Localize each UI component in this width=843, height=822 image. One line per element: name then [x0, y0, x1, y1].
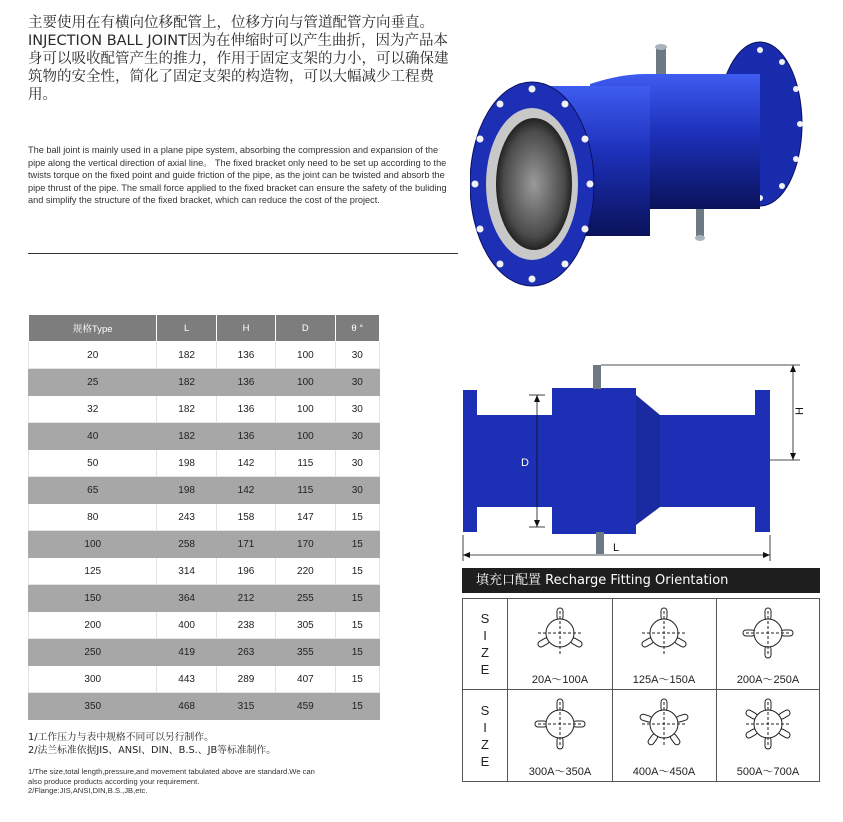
fitting-size-range: 400A～450A	[632, 766, 696, 778]
fitting-cell	[612, 599, 717, 689]
fitting-size-range: 300A～350A	[528, 766, 592, 778]
table-cell: 220	[276, 558, 335, 585]
l-label: L	[613, 542, 620, 554]
fitting-orientation-grid	[462, 598, 820, 782]
table-cell: 170	[276, 531, 335, 558]
dimension-drawing	[455, 355, 835, 570]
table-cell: 255	[276, 585, 335, 612]
table-cell: 80	[29, 504, 157, 531]
table-cell: 459	[276, 693, 335, 720]
table-cell: 142	[216, 450, 275, 477]
fitting-cell	[508, 690, 613, 781]
table-row	[29, 693, 380, 720]
col-l: L	[157, 315, 216, 342]
note-zh-2: 2/法兰标准依据JIS、ANSI、DIN、B.S.、JB等标准制作。	[28, 745, 276, 756]
table-cell: 100	[29, 531, 157, 558]
table-cell: 263	[216, 639, 275, 666]
table-cell: 100	[276, 423, 335, 450]
table-cell: 136	[216, 342, 275, 369]
chinese-notes	[28, 731, 276, 757]
fitting-orientation-header: 填充口配置 Recharge Fitting Orientation	[462, 568, 820, 593]
size-label-row1: S I Z E	[463, 599, 508, 689]
table-cell: 100	[276, 369, 335, 396]
note-en-1: 1/The size,total length,pressure,and movement tabulated above are standard.We can also produce products according your requirement.	[28, 767, 315, 786]
d-label: D	[521, 457, 529, 469]
table-cell: 407	[276, 666, 335, 693]
table-cell: 100	[276, 342, 335, 369]
divider-line	[28, 253, 458, 254]
spec-table-body	[29, 342, 380, 720]
table-cell: 136	[216, 369, 275, 396]
table-cell: 100	[276, 396, 335, 423]
table-cell: 65	[29, 477, 157, 504]
table-cell: 182	[157, 342, 216, 369]
table-cell: 15	[335, 612, 379, 639]
fitting-size-range: 125A～150A	[632, 674, 696, 686]
table-cell: 15	[335, 693, 379, 720]
table-cell: 258	[157, 531, 216, 558]
english-notes	[28, 767, 328, 796]
table-row	[29, 504, 380, 531]
table-cell: 150	[29, 585, 157, 612]
table-cell: 30	[335, 396, 379, 423]
english-intro-text: The ball joint is mainly used in a plane pipe system, absorbing the compression and expansion of the pipe along the vertical direction of axial line。 The fixed bracket only need to be set up according to the twists torque on the fixed point and guide friction of the pipe, as the joint can be twisted and absorb the pipe thrust of the pipe. The small force applied to the fixed bracket can ensure the safety of the buliding and simplify the structure of the fixed bracket, which can reduce the cost of the project.	[28, 145, 447, 206]
table-cell: 238	[216, 612, 275, 639]
table-cell: 243	[157, 504, 216, 531]
table-cell: 400	[157, 612, 216, 639]
col-type: 规格Type	[29, 315, 157, 342]
table-cell: 182	[157, 396, 216, 423]
fitting-orientation-icon	[634, 603, 694, 663]
table-cell: 305	[276, 612, 335, 639]
table-cell: 30	[335, 450, 379, 477]
table-cell: 147	[276, 504, 335, 531]
table-cell: 15	[335, 666, 379, 693]
table-cell: 30	[335, 423, 379, 450]
table-cell: 30	[335, 477, 379, 504]
table-row	[29, 477, 380, 504]
fitting-size-range: 20A～100A	[531, 674, 589, 686]
table-cell: 115	[276, 450, 335, 477]
fitting-orientation-icon	[530, 694, 590, 754]
table-cell: 25	[29, 369, 157, 396]
table-cell: 468	[157, 693, 216, 720]
table-cell: 32	[29, 396, 157, 423]
table-cell: 125	[29, 558, 157, 585]
ball-joint-product-image	[470, 34, 820, 294]
h-label: H	[794, 407, 806, 415]
table-cell: 30	[335, 369, 379, 396]
table-cell: 40	[29, 423, 157, 450]
table-row	[29, 369, 380, 396]
table-cell: 300	[29, 666, 157, 693]
size-label-row2: S I Z E	[463, 690, 508, 781]
table-cell: 115	[276, 477, 335, 504]
table-cell: 355	[276, 639, 335, 666]
fitting-cell	[612, 690, 717, 781]
table-cell: 198	[157, 450, 216, 477]
spec-table	[28, 314, 380, 720]
table-row	[29, 423, 380, 450]
table-cell: 182	[157, 423, 216, 450]
table-cell: 350	[29, 693, 157, 720]
note-en-2: 2/Flange:JIS,ANSI,DIN,B.S.,JB,etc.	[28, 786, 148, 796]
table-row	[29, 585, 380, 612]
table-cell: 15	[335, 531, 379, 558]
fitting-cell	[716, 690, 820, 781]
table-cell: 136	[216, 423, 275, 450]
table-cell: 315	[216, 693, 275, 720]
fitting-cell	[508, 599, 613, 689]
table-row	[29, 531, 380, 558]
table-row	[29, 612, 380, 639]
table-cell: 198	[157, 477, 216, 504]
col-h: H	[216, 315, 275, 342]
table-cell: 182	[157, 369, 216, 396]
table-cell: 15	[335, 504, 379, 531]
table-cell: 50	[29, 450, 157, 477]
table-row	[29, 666, 380, 693]
chinese-intro-text: 主要使用在有横向位移配管上，位移方向与管道配管方向垂直。INJECTION BALL JOINT因为在伸缩时可以产生曲折，因为产品本身可以吸收配管产生的推力，作用于固定支架的力小，可以确保建筑物的安全性，简化了固定支架的构造物，可以大幅减少工程费用。	[28, 15, 449, 103]
table-cell: 314	[157, 558, 216, 585]
table-cell: 20	[29, 342, 157, 369]
table-cell: 364	[157, 585, 216, 612]
table-cell: 250	[29, 639, 157, 666]
table-cell: 142	[216, 477, 275, 504]
table-cell: 289	[216, 666, 275, 693]
fitting-cell	[716, 599, 820, 689]
fitting-orientation-icon	[634, 694, 694, 754]
table-cell: 443	[157, 666, 216, 693]
note-zh-1: 1/工作压力与表中规格不同可以另行制作。	[28, 732, 214, 743]
table-row	[29, 342, 380, 369]
table-cell: 171	[216, 531, 275, 558]
table-cell: 15	[335, 558, 379, 585]
table-row	[29, 396, 380, 423]
fitting-size-range: 200A～250A	[736, 674, 800, 686]
fitting-orientation-icon	[738, 603, 798, 663]
table-header-row	[29, 315, 380, 342]
table-cell: 136	[216, 396, 275, 423]
fitting-orientation-icon	[530, 603, 590, 663]
table-cell: 200	[29, 612, 157, 639]
table-cell: 15	[335, 585, 379, 612]
table-row	[29, 450, 380, 477]
col-d: D	[276, 315, 335, 342]
table-cell: 30	[335, 342, 379, 369]
table-cell: 196	[216, 558, 275, 585]
fitting-orientation-icon	[738, 694, 798, 754]
table-cell: 15	[335, 639, 379, 666]
table-cell: 158	[216, 504, 275, 531]
table-row	[29, 639, 380, 666]
table-row	[29, 558, 380, 585]
col-theta: θ °	[335, 315, 379, 342]
fitting-size-range: 500A～700A	[736, 766, 800, 778]
table-cell: 419	[157, 639, 216, 666]
table-cell: 212	[216, 585, 275, 612]
